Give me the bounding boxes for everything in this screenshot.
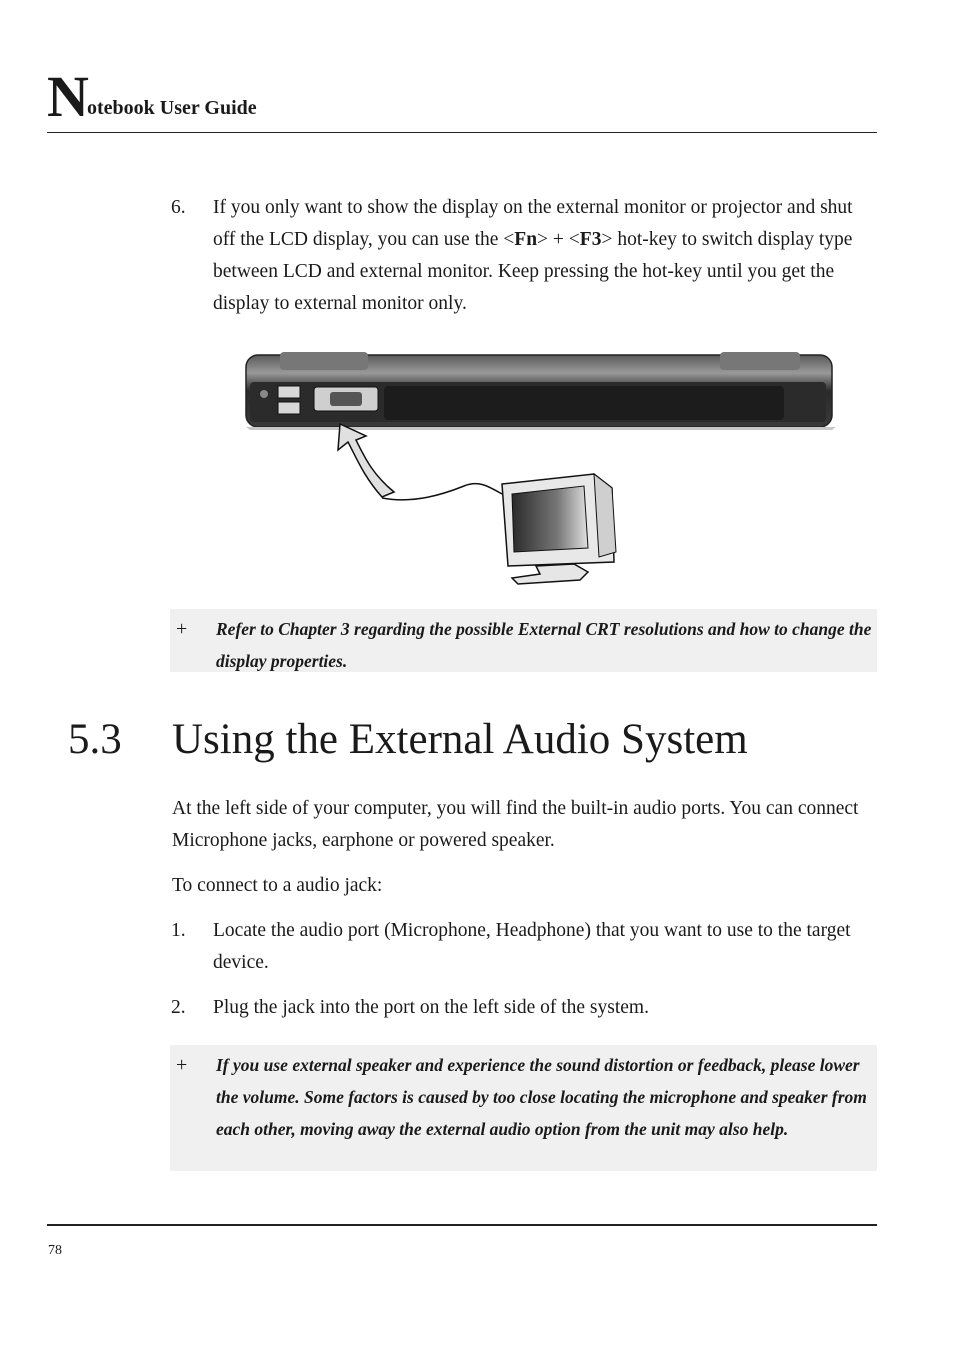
notebook-monitor-illustration bbox=[244, 352, 838, 592]
key-f3: F3 bbox=[579, 229, 602, 250]
step-number: 6. bbox=[171, 197, 186, 218]
section-number: 5.3 bbox=[68, 716, 122, 763]
step-6 bbox=[171, 192, 877, 320]
key-fn: Fn bbox=[514, 229, 538, 250]
note-text: If you use external speaker and experience the sound distortion or feedback, please lower the volume. Some factors is caused by too close locating the microphone and speaker from each other, moving away the external audio option from the unit may also help. bbox=[216, 1055, 867, 1139]
intro-paragraph: At the left side of your computer, you will find the built-in audio ports. You can connect Microphone jacks, earphone or powered speaker. bbox=[172, 798, 859, 851]
lead-in-text: To connect to a audio jack: bbox=[172, 875, 383, 896]
section-title: Using the External Audio System bbox=[172, 716, 748, 763]
note-plus-icon: + bbox=[176, 1054, 188, 1076]
footer-divider bbox=[47, 1224, 877, 1226]
page-header bbox=[47, 66, 877, 133]
header-title: otebook User Guide bbox=[87, 97, 257, 119]
note-plus-icon: + bbox=[176, 618, 188, 640]
step-text: If you only want to show the display on the external monitor or projector and shut off the LCD display, you can use the <Fn> + <F3> hot-key to switch display type between LCD and external monitor. Keep pressing the hot-key until you get the display to external monitor only. bbox=[213, 197, 853, 314]
step-text: Plug the jack into the port on the left side of the system. bbox=[213, 997, 649, 1018]
step-1 bbox=[171, 915, 877, 979]
page-number: 78 bbox=[48, 1243, 62, 1258]
section-heading bbox=[68, 712, 748, 768]
step-2 bbox=[171, 992, 877, 1024]
note-crt-resolutions bbox=[170, 609, 877, 672]
note-audio-distortion bbox=[170, 1045, 877, 1171]
step-text: Locate the audio port (Microphone, Headphone) that you want to use to the target device. bbox=[213, 920, 851, 973]
note-text: Refer to Chapter 3 regarding the possible External CRT resolutions and how to change the display properties. bbox=[216, 619, 872, 671]
header-initial: N bbox=[47, 64, 89, 129]
step-number: 1. bbox=[171, 920, 186, 941]
step-number: 2. bbox=[171, 997, 186, 1018]
